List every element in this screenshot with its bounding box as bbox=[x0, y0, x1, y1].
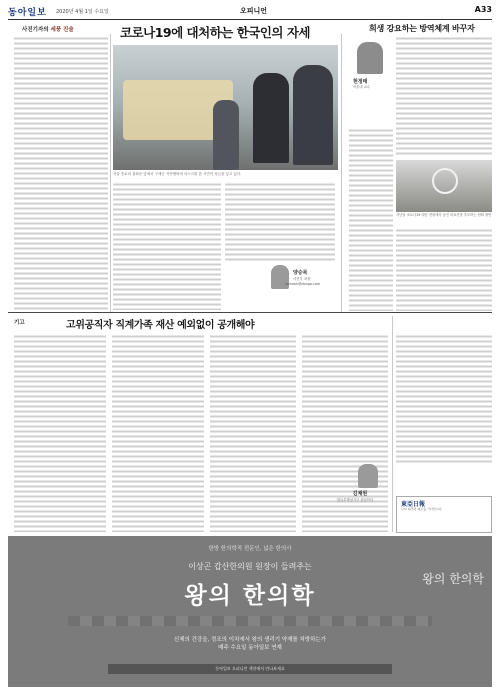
body-text-block bbox=[14, 334, 106, 532]
page-number: A33 bbox=[474, 5, 492, 14]
body-text-block bbox=[225, 182, 335, 262]
author-name: 현정태 bbox=[353, 79, 368, 85]
notice-box bbox=[396, 496, 492, 533]
ad-image-strip bbox=[68, 616, 432, 626]
photo-person bbox=[293, 65, 333, 165]
contribution-kicker: 기고 bbox=[14, 320, 25, 326]
author-title: 사진부 차장 bbox=[293, 277, 311, 281]
ad-footer-text: 동아일보 오피니언 섹션에서 만나보세요 bbox=[215, 666, 285, 671]
kicker-prefix: 사진기자의 bbox=[22, 27, 49, 33]
author-name: 양승묵 bbox=[293, 270, 308, 276]
photo-person bbox=[253, 73, 289, 163]
body-text-block bbox=[113, 182, 221, 310]
author-name: 김채원 bbox=[352, 491, 368, 497]
ad-bottom-line: 매주 수요일 동아일보 연재 bbox=[218, 645, 282, 651]
wreath-shape bbox=[432, 168, 458, 194]
ad-footer-bar bbox=[108, 664, 392, 674]
photo-person bbox=[213, 100, 239, 170]
issue-date: 2020년 4월 1일 수요일 bbox=[56, 9, 109, 15]
photo-caption: 지난달 코로나19 대응 현장에서 숨진 의료진을 추모하는 헌화 장면 bbox=[396, 213, 492, 217]
newspaper-logo: 동아일보 bbox=[8, 8, 47, 18]
kicker-title: 세풍 진술 bbox=[50, 27, 74, 33]
body-text-block bbox=[396, 334, 492, 464]
body-text-block bbox=[396, 228, 492, 311]
ad-subtitle: 이상곤 갑산한의원 원장이 들려주는 bbox=[188, 562, 312, 571]
ad-side-title: 왕의 한의학 bbox=[422, 572, 484, 586]
author-title: 서울대 교수 bbox=[353, 85, 370, 89]
body-text-block bbox=[14, 36, 108, 311]
column-divider bbox=[341, 34, 342, 312]
author-title: 한국투명성기구 상임이사 bbox=[336, 498, 374, 502]
main-photo bbox=[113, 45, 338, 170]
photo-caption: 서울 종로의 광화문 앞에서 구세군 자선냄비에 마스크를 쓴 시민이 성금을 넣고 있다. bbox=[113, 172, 242, 176]
column-divider bbox=[110, 34, 111, 312]
ad-title: 왕의 한의학 bbox=[184, 582, 316, 609]
notice-text: 독자 의견과 제보를 기다립니다. bbox=[401, 507, 443, 511]
author-photo bbox=[357, 42, 383, 74]
body-text-block bbox=[112, 334, 204, 532]
section-divider bbox=[8, 312, 492, 313]
advertisement[interactable] bbox=[8, 536, 492, 687]
right-author-profile bbox=[349, 42, 393, 122]
column-kicker bbox=[22, 25, 74, 33]
masthead bbox=[8, 4, 492, 20]
byline bbox=[263, 265, 333, 301]
contribution-headline: 고위공직자 직계가족 재산 예외없이 공개해야 bbox=[66, 320, 255, 331]
column-divider bbox=[392, 316, 393, 532]
body-text-block bbox=[396, 36, 492, 156]
right-headline: 희생 강요하는 방역체계 바꾸자 bbox=[369, 24, 475, 33]
main-headline: 코로나19에 대처하는 한국인의 자세 bbox=[120, 25, 311, 40]
notice-logo: 東亞日報 bbox=[401, 501, 426, 508]
memorial-photo bbox=[396, 160, 492, 212]
ad-bottom-text bbox=[8, 636, 492, 652]
body-text-block bbox=[302, 334, 388, 532]
author-email: ssmook@donga.com bbox=[285, 282, 321, 286]
body-text-block bbox=[349, 128, 393, 311]
ad-tagline: 한방 한의학적 전문인, 넓은 한의사 bbox=[208, 546, 292, 552]
author-photo bbox=[358, 464, 378, 488]
ad-bottom-line: 신체의 건강을, 정조의 이치에서 왕의 생리기 약재를 처방하는가 bbox=[173, 637, 327, 643]
section-title: 오피니언 bbox=[240, 7, 268, 15]
body-text-block bbox=[210, 334, 296, 532]
